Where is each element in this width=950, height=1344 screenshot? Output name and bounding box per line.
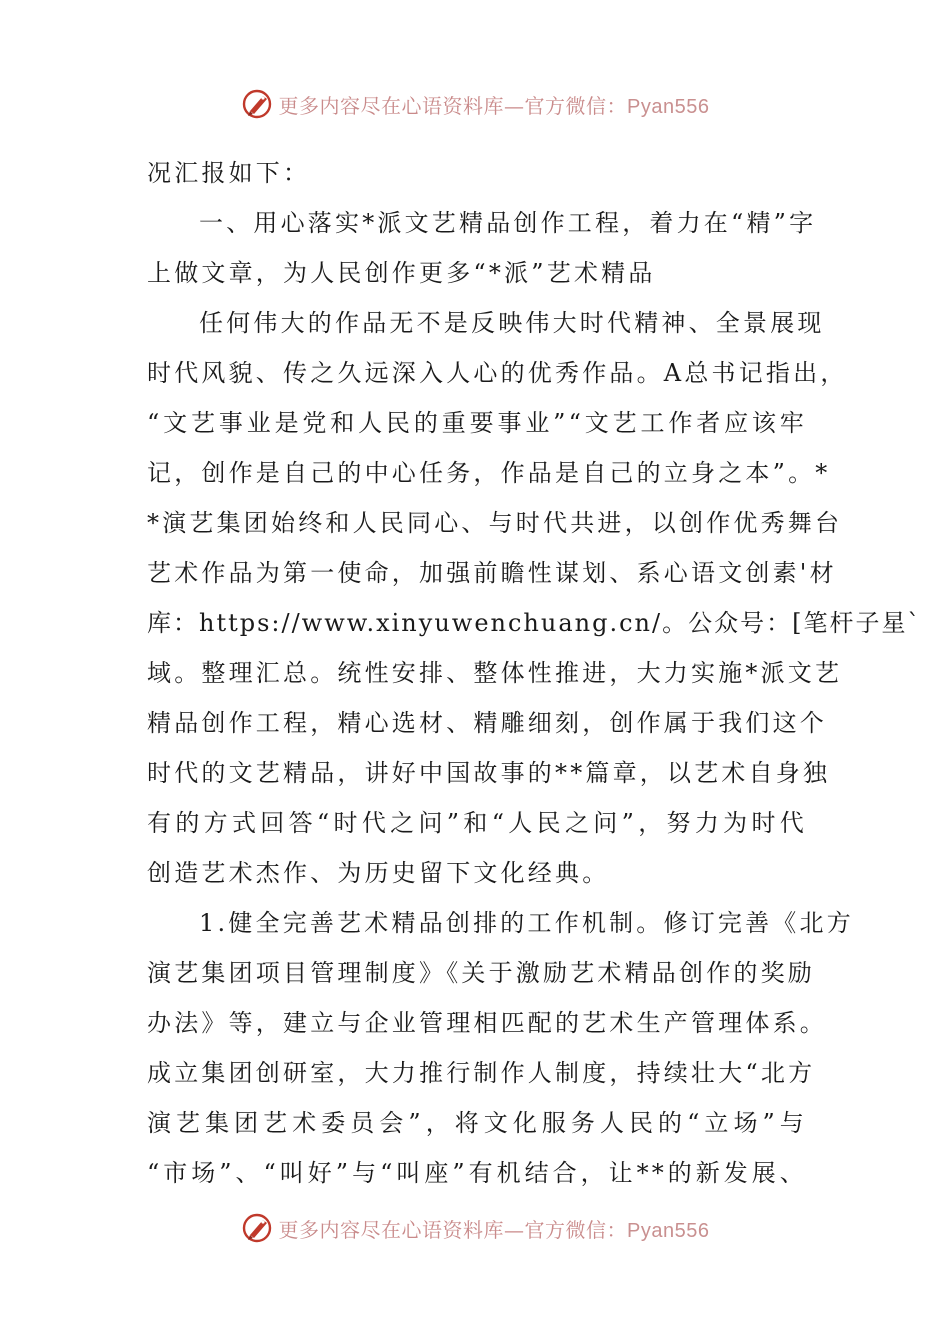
text-line: “市场”、“叫好”与“叫座”有机结合，让**的新发展、 bbox=[147, 1159, 807, 1187]
text-line: 记，创作是自己的中心任务，作品是自己的立身之本”。* bbox=[147, 459, 831, 487]
text-line: 1.健全完善艺术精品创排的工作机制。修订完善《北方 bbox=[199, 909, 854, 937]
text-line: 创造艺术杰作、为历史留下文化经典。 bbox=[147, 859, 610, 887]
text-line: 艺术作品为第一使命，加强前瞻性谋划、系心语文创素'材 bbox=[147, 559, 837, 587]
text-line: 库：https://www.xinyuwenchuang.cn/。公众号：[笔杆子星` bbox=[147, 609, 922, 637]
text-line: 域。整理汇总。统性安排、整体性推进，大力实施*派文艺 bbox=[147, 659, 843, 687]
document-body bbox=[147, 148, 922, 1198]
watermark-header bbox=[0, 84, 950, 124]
text-line: 一、用心落实*派文艺精品创作工程，着力在“精”字 bbox=[199, 209, 817, 237]
text-line: 时代风貌、传之久远深入人心的优秀作品。A总书记指出， bbox=[147, 359, 848, 387]
watermark-text: 更多内容尽在心语资料库—官方微信： bbox=[278, 93, 628, 118]
text-line: *演艺集团始终和人民同心、与时代共进，以创作优秀舞台 bbox=[147, 509, 843, 537]
watermark-id: Pyan556 bbox=[627, 95, 710, 118]
watermark-text: 更多内容尽在心语资料库—官方微信： bbox=[278, 1217, 628, 1242]
watermark-footer bbox=[0, 1208, 950, 1248]
text-line: 况汇报如下： bbox=[147, 159, 311, 187]
text-line: 上做文章，为人民创作更多“*派”艺术精品 bbox=[147, 259, 656, 287]
text-line: 演艺集团艺术委员会”，将文化服务人民的“立场”与 bbox=[147, 1109, 807, 1137]
text-line: 办法》等，建立与企业管理相匹配的艺术生产管理体系。 bbox=[147, 1009, 827, 1037]
pen-nib-logo-icon bbox=[241, 87, 275, 121]
text-line: 精品创作工程，精心选材、精雕细刻，创作属于我们这个 bbox=[147, 709, 827, 737]
pen-nib-logo-icon bbox=[241, 1211, 275, 1245]
text-line: “文艺事业是党和人民的重要事业”“文艺工作者应该牢 bbox=[147, 409, 807, 437]
watermark-id: Pyan556 bbox=[627, 1219, 710, 1242]
text-line: 成立集团创研室，大力推行制作人制度，持续壮大“北方 bbox=[147, 1059, 816, 1087]
text-line: 任何伟大的作品无不是反映伟大时代精神、全景展现 bbox=[199, 309, 825, 337]
text-line: 时代的文艺精品，讲好中国故事的**篇章，以艺术自身独 bbox=[147, 759, 831, 787]
text-line: 有的方式回答“时代之问”和“人民之问”，努力为时代 bbox=[147, 809, 807, 837]
text-line: 演艺集团项目管理制度》《关于激励艺术精品创作的奖励 bbox=[147, 959, 815, 987]
